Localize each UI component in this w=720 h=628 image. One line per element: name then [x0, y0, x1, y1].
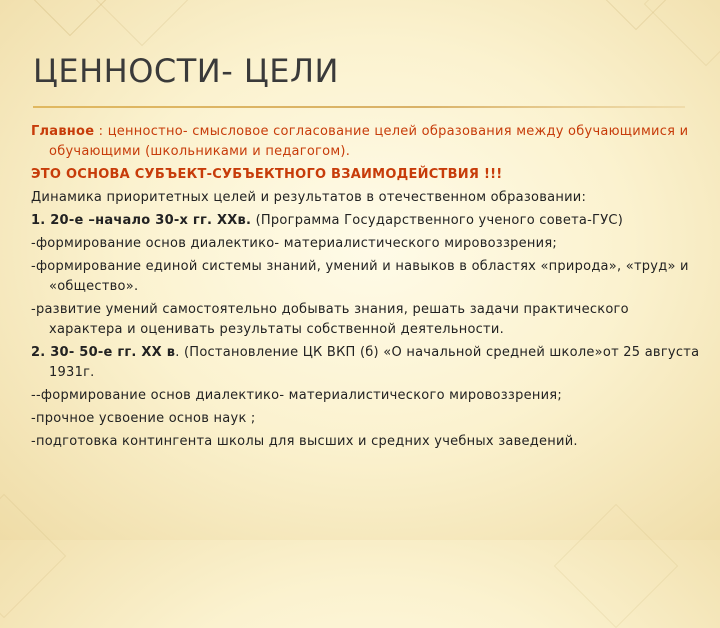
period-2-goal-2: -прочное усвоение основ наук ; [31, 411, 256, 426]
main-label: Главное [31, 124, 95, 139]
emphasis-line: ЭТО ОСНОВА СУБЪЕКТ-СУБЪЕКТНОГО ВЗАИМОДЕЙСТВИЯ !!! [31, 167, 503, 182]
period-2-goal-3: -подготовка контингента школы для высших и средних учебных заведений. [31, 434, 578, 449]
slide-body [31, 122, 701, 455]
main-text: : ценностно- смысловое согласование целей образования между обучающимися и обучающими (школьниками и педагогом). [49, 124, 689, 159]
period-1-goal-1: -формирование основ диалектико- материалистического мировоззрения; [31, 236, 558, 251]
period-1-source: (Программа Государственного ученого совета-ГУС) [251, 213, 624, 228]
main-point-paragraph [31, 122, 701, 162]
title-underline [33, 106, 685, 108]
period-2-heading [31, 343, 701, 383]
dynamics-intro: Динамика приоритетных целей и результатов в отечественном образовании: [31, 190, 587, 205]
decorative-diamond [644, 0, 720, 66]
period-2-goal-1: --формирование основ диалектико- материалистического мировоззрения; [31, 388, 562, 403]
period-2-source: . (Постановление ЦК ВКП (б) «О начальной средней школе»от 25 августа 1931г. [49, 345, 700, 380]
slide-title: ЦЕННОСТИ- ЦЕЛИ [33, 52, 339, 90]
decorative-diamond [554, 504, 678, 628]
decorative-diamond [0, 494, 66, 618]
period-1-goal-2: -формирование единой системы знаний, умений и навыков в областях «природа», «труд» и «общество». [31, 259, 689, 294]
period-2-label: 2. 30- 50-е гг. ХХ в [31, 345, 176, 360]
period-1-goal-3: -развитие умений самостоятельно добывать знания, решать задачи практического характера и оценивать результаты собственной деятельности. [31, 302, 629, 337]
period-1-heading [31, 211, 701, 231]
period-1-label: 1. 20-е –начало 30-х гг. ХХв. [31, 213, 252, 228]
